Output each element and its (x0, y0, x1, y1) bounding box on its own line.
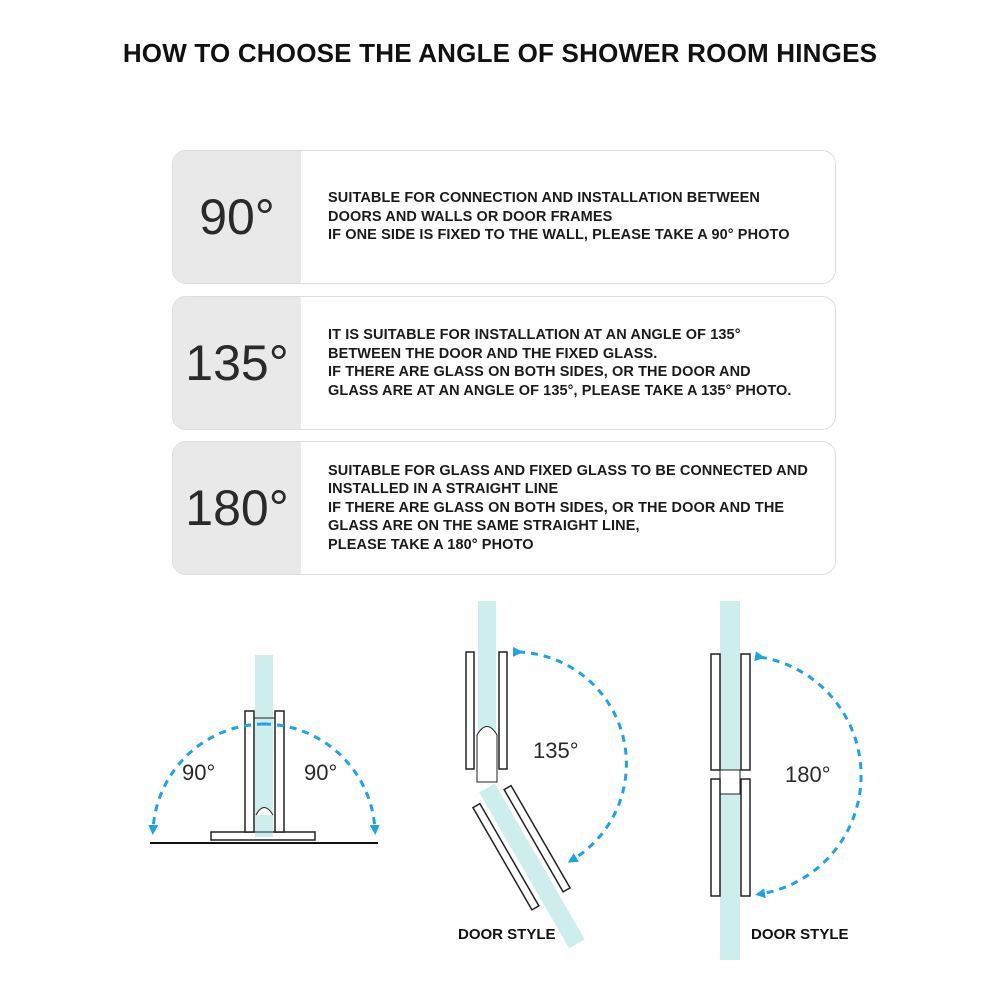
hinge-clamp (275, 711, 284, 832)
label-135: 135° (533, 738, 579, 763)
label-90-right: 90° (304, 760, 338, 785)
hinge-clamp (741, 654, 750, 770)
description-line: DOORS AND WALLS OR DOOR FRAMES (328, 208, 613, 225)
angle-label: 180° (185, 480, 289, 536)
angle-label: 90° (199, 189, 275, 245)
description-line: GLASS ARE AT AN ANGLE OF 135°, PLEASE TAKE A 135° PHOTO. (328, 382, 792, 399)
description-line: IF THERE ARE GLASS ON BOTH SIDES, OR THE DOOR AND THE (328, 499, 785, 516)
description-line: GLASS ARE ON THE SAME STRAIGHT LINE, (328, 518, 640, 535)
hinge-135-diagram (466, 601, 626, 955)
door-glass (479, 784, 585, 949)
angle-label: 135° (185, 335, 289, 391)
hinge-pivot (720, 770, 740, 794)
hinge-90-diagram (150, 655, 378, 843)
page-title: HOW TO CHOOSE THE ANGLE OF SHOWER ROOM HINGES (122, 38, 878, 68)
description-line: PLEASE TAKE A 180° PHOTO (328, 536, 534, 553)
description-line: BETWEEN THE DOOR AND THE FIXED GLASS. (328, 345, 658, 362)
hinge-clamp (711, 779, 720, 896)
hinge-clamp (711, 654, 720, 770)
description-line: IF THERE ARE GLASS ON BOTH SIDES, OR THE DOOR AND (328, 364, 751, 380)
description-line: SUITABLE FOR GLASS AND FIXED GLASS TO BE CONNECTED AND (328, 462, 808, 479)
door-style-caption-180: DOOR STYLE (751, 926, 849, 943)
description-line: IF ONE SIDE IS FIXED TO THE WALL, PLEASE TAKE A 90° PHOTO (328, 227, 790, 244)
hinge-clamp (466, 652, 474, 769)
description-line: SUITABLE FOR CONNECTION AND INSTALLATION BETWEEN (328, 190, 760, 207)
door-style-caption-135: DOOR STYLE (458, 926, 556, 943)
hinge-clamp (245, 711, 254, 832)
description-line: IT IS SUITABLE FOR INSTALLATION AT AN ANGLE OF 135° (328, 327, 741, 343)
hinge-clamp (741, 779, 750, 896)
description-line: INSTALLED IN A STRAIGHT LINE (328, 481, 559, 498)
label-180: 180° (785, 762, 831, 787)
hinge-clamp (499, 652, 507, 769)
hinge-pivot (477, 727, 497, 783)
label-90-left: 90° (182, 760, 216, 785)
